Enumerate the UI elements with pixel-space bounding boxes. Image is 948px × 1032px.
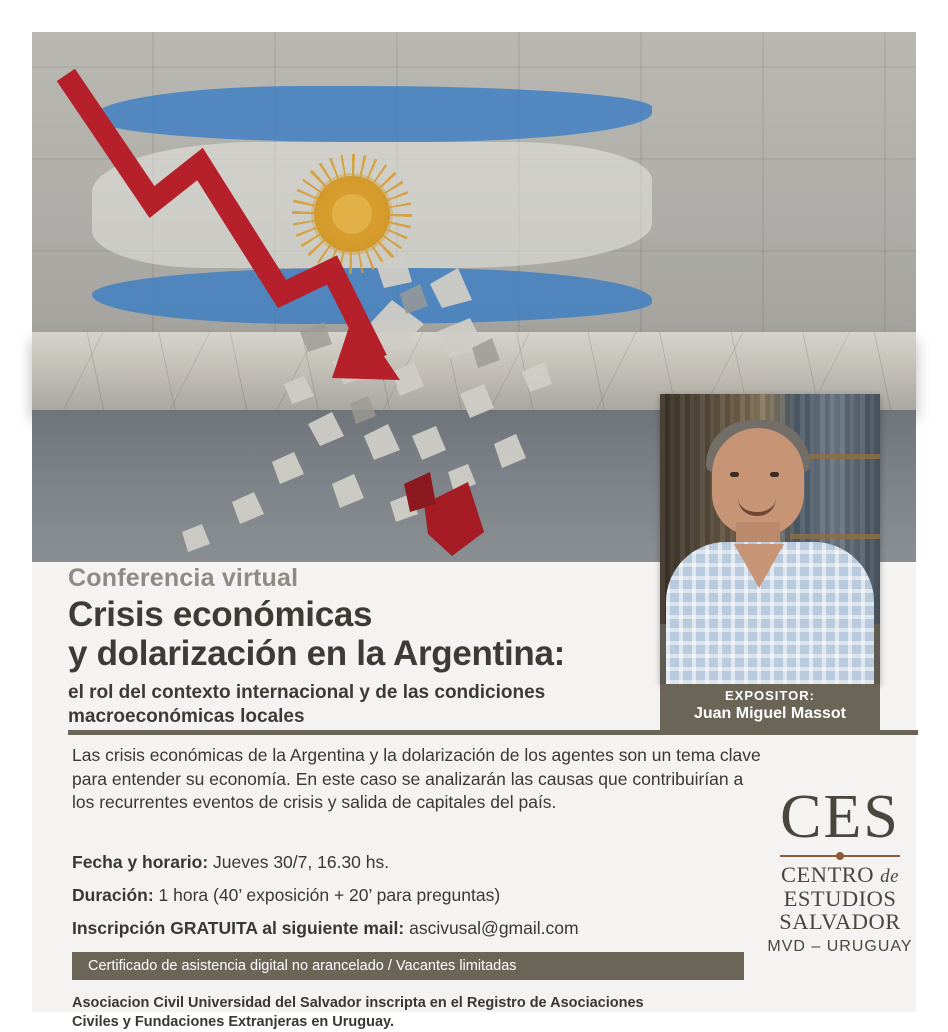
legal-line-1: Asociacion Civil Universidad del Salvador inscripta en el Registro de Asociaciones — [72, 995, 644, 1011]
description-paragraph: Las crisis económicas de la Argentina y la dolarización de los agentes son un tema clave para entender su economía. En este caso se analizarán las causas que contribuirían a los recurrentes eventos de crisis y salida de capitales del país. — [72, 745, 761, 813]
horizontal-divider — [68, 730, 918, 735]
poster-title-line-1: Crisis económicas — [68, 595, 373, 634]
shelf-line-2 — [790, 534, 880, 539]
speaker-name-plate — [660, 684, 880, 732]
logo-de: de — [880, 865, 900, 887]
certificate-banner: Certificado de asistencia digital no arancelado / Vacantes limitadas — [72, 952, 744, 980]
detail-registration-line[interactable] — [72, 918, 772, 939]
ces-acronym: CES — [780, 783, 900, 851]
speaker-head — [712, 428, 804, 536]
hero-image — [32, 32, 916, 562]
legal-note — [72, 994, 772, 1032]
title-block — [68, 564, 668, 728]
speaker-eye-right — [770, 472, 779, 477]
poster-subtitle-line-1: el rol del contexto internacional y de las condiciones — [68, 682, 546, 704]
detail-duration-line — [72, 885, 772, 906]
logo-location: MVD – URUGUAY — [767, 938, 913, 956]
event-details — [72, 852, 772, 951]
speaker-photo — [660, 394, 880, 684]
event-kicker: Conferencia virtual — [68, 564, 299, 592]
logo-centro: CENTRO — [780, 861, 874, 887]
legal-line-2: Civiles y Fundaciones Extranjeras en Uruguay. — [72, 1013, 395, 1030]
speaker-role-label: EXPOSITOR: — [725, 688, 815, 703]
conference-poster — [32, 32, 916, 1030]
poster-subtitle-line-2: macroeconómicas locales — [68, 705, 305, 727]
speaker-name: Juan Miguel Massot — [693, 705, 847, 722]
logo-divider — [780, 855, 900, 857]
detail-duration-label: Duración: — [72, 885, 154, 905]
logo-line-2: ESTUDIOS — [783, 885, 897, 911]
detail-date-label: Fecha y horario: — [72, 852, 209, 872]
ces-logo — [760, 783, 920, 956]
logo-line-3: SALVADOR — [779, 909, 901, 935]
poster-title-line-2: y dolarización en la Argentina: — [68, 634, 566, 674]
speaker-eye-left — [730, 472, 739, 477]
detail-date-value: Jueves 30/7, 16.30 hs. — [208, 852, 390, 872]
detail-registration-label: Inscripción GRATUITA al siguiente mail: — [72, 918, 405, 938]
detail-duration-value: 1 hora (40’ exposición + 20’ para preguntas) — [153, 885, 501, 905]
logo-line-1 — [760, 863, 920, 887]
registration-email[interactable]: ascivusal@gmail.com — [404, 918, 579, 938]
detail-date-line — [72, 852, 772, 873]
